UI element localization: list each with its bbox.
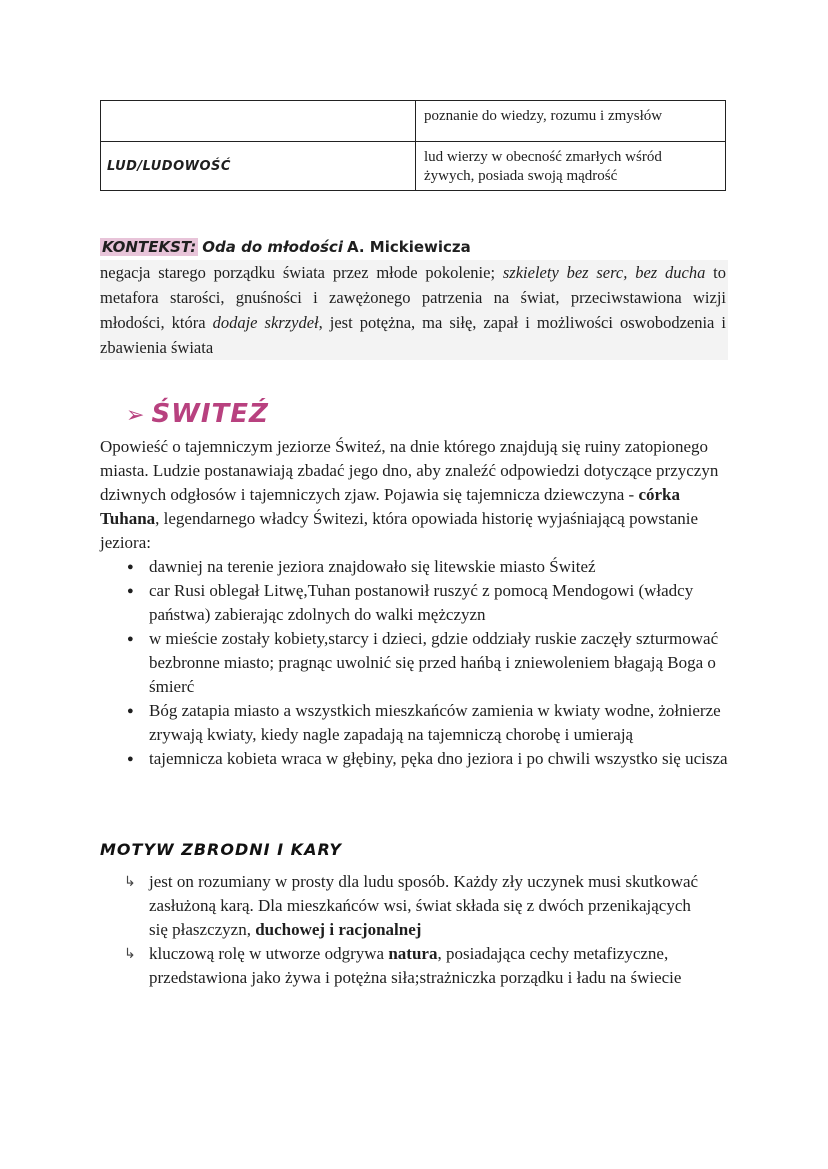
text-run: kluczową rolę w utworze odgrywa	[149, 944, 389, 963]
comparison-table	[100, 100, 726, 191]
text-run-italic: szkielety bez serc, bez ducha	[502, 263, 706, 282]
text-run-italic: dodaje skrzydeł	[212, 313, 319, 332]
list-item: ● w mieście zostały kobiety,starcy i dzieci, gdzie oddziały ruskie zaczęły szturmować bezbronne miasto; pragnąc uwolnić się przed hańbą i zniewoleniem błagają Boga o śmierć	[100, 627, 730, 699]
text-run-bold: duchowej i racjonalnej	[255, 920, 422, 939]
list-item: ● Bóg zatapia miasto a wszystkich mieszkańców zamienia w kwiaty wodne, żołnierze zrywają kwiaty, kiedy nagle zapadają na tajemniczą chorobę i umierają	[100, 699, 730, 747]
cell-line: lud wierzy w obecność zmarłych wśród	[424, 149, 662, 165]
return-arrow-icon: ↳	[124, 874, 136, 890]
switez-bullet-list	[100, 555, 730, 771]
table-row	[101, 101, 726, 142]
return-arrow-icon: ↳	[124, 946, 136, 962]
text-run: , legendarnego władcy Świtezi, która opowiada historię wyjaśniającą powstanie jeziora:	[100, 509, 699, 552]
cell-line: żywych, posiada swoją mądrość	[424, 168, 618, 184]
table-cell-label: LUD/LUDOWOŚĆ	[101, 142, 416, 191]
table-cell-empty	[101, 101, 416, 142]
text-run: to metafora starości, gnuśności i zawężonego patrzenia na świat, przeciwstawiona wizji młodości, która	[100, 263, 726, 332]
kontekst-work-title: Oda do młodości	[202, 238, 343, 256]
list-item	[100, 870, 700, 942]
text-run: jest on rozumiany w prosty dla ludu sposób. Każdy zły uczynek musi skutkować zasłużoną karą. Dla mieszkańców wsi, świat składa się z dwóch przenikających się płaszczyzn,	[149, 872, 699, 939]
table-cell: poznanie do wiedzy, rozumu i zmysłów	[416, 101, 726, 142]
text-run-bold: córka Tuhana	[100, 485, 680, 528]
switez-title: ŚWITEŹ	[151, 399, 269, 429]
text-run: , jest potężna, ma siłę, zapał i możliwości oswobodzenia i zbawienia świata	[100, 313, 726, 357]
kontekst-author: A. Mickiewicza	[346, 238, 471, 256]
table-cell	[416, 142, 726, 191]
text-run: negacja starego porządku świata przez młode pokolenie;	[100, 263, 503, 282]
kontekst-heading	[100, 236, 728, 258]
text-run: Opowieść o tajemniczym jeziorze Świteź, na dnie którego znajdują się ruiny zatopionego miasta. Ludzie postanawiają zbadać jego dno, aby znaleźć odpowiedzi dotyczące przyczyn dziwnych odgłosów i tajemniczych zjaw. Pojawia się tajemnicza dziewczyna -	[100, 437, 719, 504]
list-item: ● dawniej na terenie jeziora znajdowało się litewskie miasto Świteź	[100, 555, 730, 579]
text-run: , posiadająca cechy metafizyczne, przedstawiona jako żywa i potężna siła;strażniczka porządku i ładu na świecie	[149, 944, 682, 987]
kontekst-section	[100, 236, 728, 360]
section-heading-motyw: MOTYW ZBRODNI I KARY	[100, 840, 342, 859]
motyw-section	[100, 870, 700, 990]
text-run-bold: natura	[388, 944, 438, 963]
list-item	[100, 942, 700, 990]
switez-intro	[100, 435, 730, 555]
list-item: ● tajemnicza kobieta wraca w głębiny, pęka dno jeziora i po chwili wszystko się ucisza	[100, 747, 730, 771]
table-row	[101, 142, 726, 191]
kontekst-tag: KONTEKST:	[102, 238, 197, 256]
arrow-bullet-icon: ➢	[126, 403, 146, 428]
list-item: ● car Rusi oblegał Litwę,Tuhan postanowił ruszyć z pomocą Mendogowi (władcy państwa) zabierając zdolnych do walki mężczyzn	[100, 579, 730, 627]
kontekst-paragraph	[100, 260, 728, 360]
section-heading-switez	[126, 396, 269, 434]
switez-section	[100, 435, 730, 771]
